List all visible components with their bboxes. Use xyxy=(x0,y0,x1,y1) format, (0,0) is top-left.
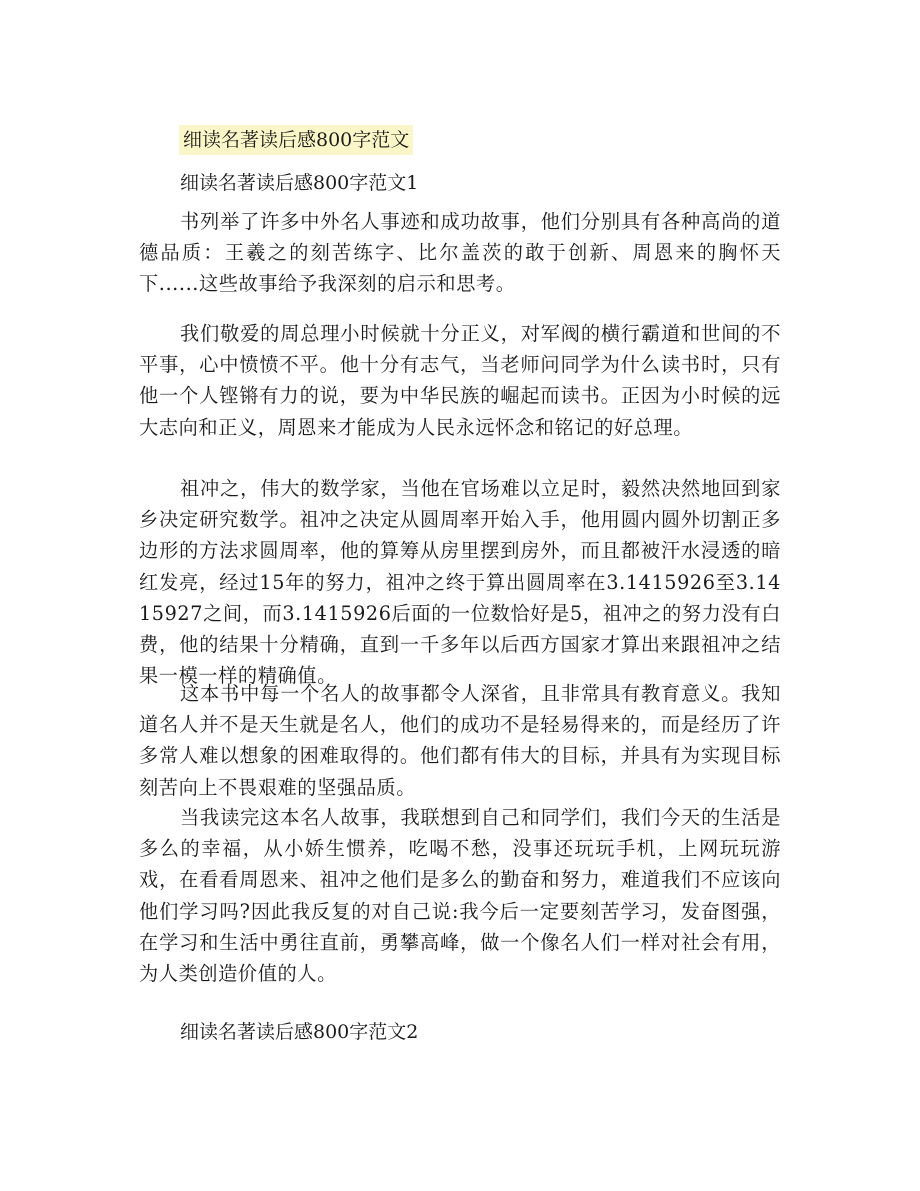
paragraph-3: 祖冲之，伟大的数学家，当他在官场难以立足时，毅然决然地回到家乡决定研究数学。祖冲之决定从圆周率开始入手，他用圆内圆外切割正多边形的方法求圆周率，他的算筹从房里摆到房外，而且都被汗水浸透的暗红发亮，经过15年的努力，祖冲之终于算出圆周率在3.1415926至3.1415927之间，而3.1415926后面的一位数恰好是5，祖冲之的努力没有白费，他的结果十分精确，直到一千多年以后西方国家才算出来跟祖冲之结果一模一样的精确值。 xyxy=(139,477,781,688)
paragraph-1: 书列举了许多中外名人事迹和成功故事，他们分别具有各种高尚的道德品质：王羲之的刻苦练字、比尔盖茨的敢于创新、周恩来的胸怀天下......这些故事给予我深刻的启示和思考。 xyxy=(139,210,781,296)
paragraph-5: 当我读完这本名人故事，我联想到自己和同学们，我们今天的生活是多么的幸福，从小娇生惯养，吃喝不愁，没事还玩玩手机，上网玩玩游戏，在看看周恩来、祖冲之他们是多么的勤奋和努力，难道我们不应该向他们学习吗?因此我反复的对自己说:我今后一定要刻苦学习，发奋图强，在学习和生活中勇往直前，勇攀高峰，做一个像名人们一样对社会有用，为人类创造价值的人。 xyxy=(139,806,781,986)
paragraph-2: 我们敬爱的周总理小时候就十分正义，对军阀的横行霸道和世间的不平事，心中愤愤不平。他十分有志气，当老师问同学为什么读书时，只有他一个人铿锵有力的说，要为中华民族的崛起而读书。正因为小时候的远大志向和正义，周恩来才能成为人民永远怀念和铭记的好总理。 xyxy=(139,322,781,439)
document-title: 细读名著读后感800字范文 xyxy=(179,125,413,155)
section-heading-2: 细读名著读后感800字范文2 xyxy=(180,1021,419,1043)
section-heading-1: 细读名著读后感800字范文1 xyxy=(180,172,419,194)
paragraph-4: 这本书中每一个名人的故事都令人深省，且非常具有教育意义。我知道名人并不是天生就是名人，他们的成功不是轻易得来的，而是经历了许多常人难以想象的困难取得的。他们都有伟大的目标，并具有为实现目标刻苦向上不畏艰难的坚强品质。 xyxy=(139,682,781,799)
